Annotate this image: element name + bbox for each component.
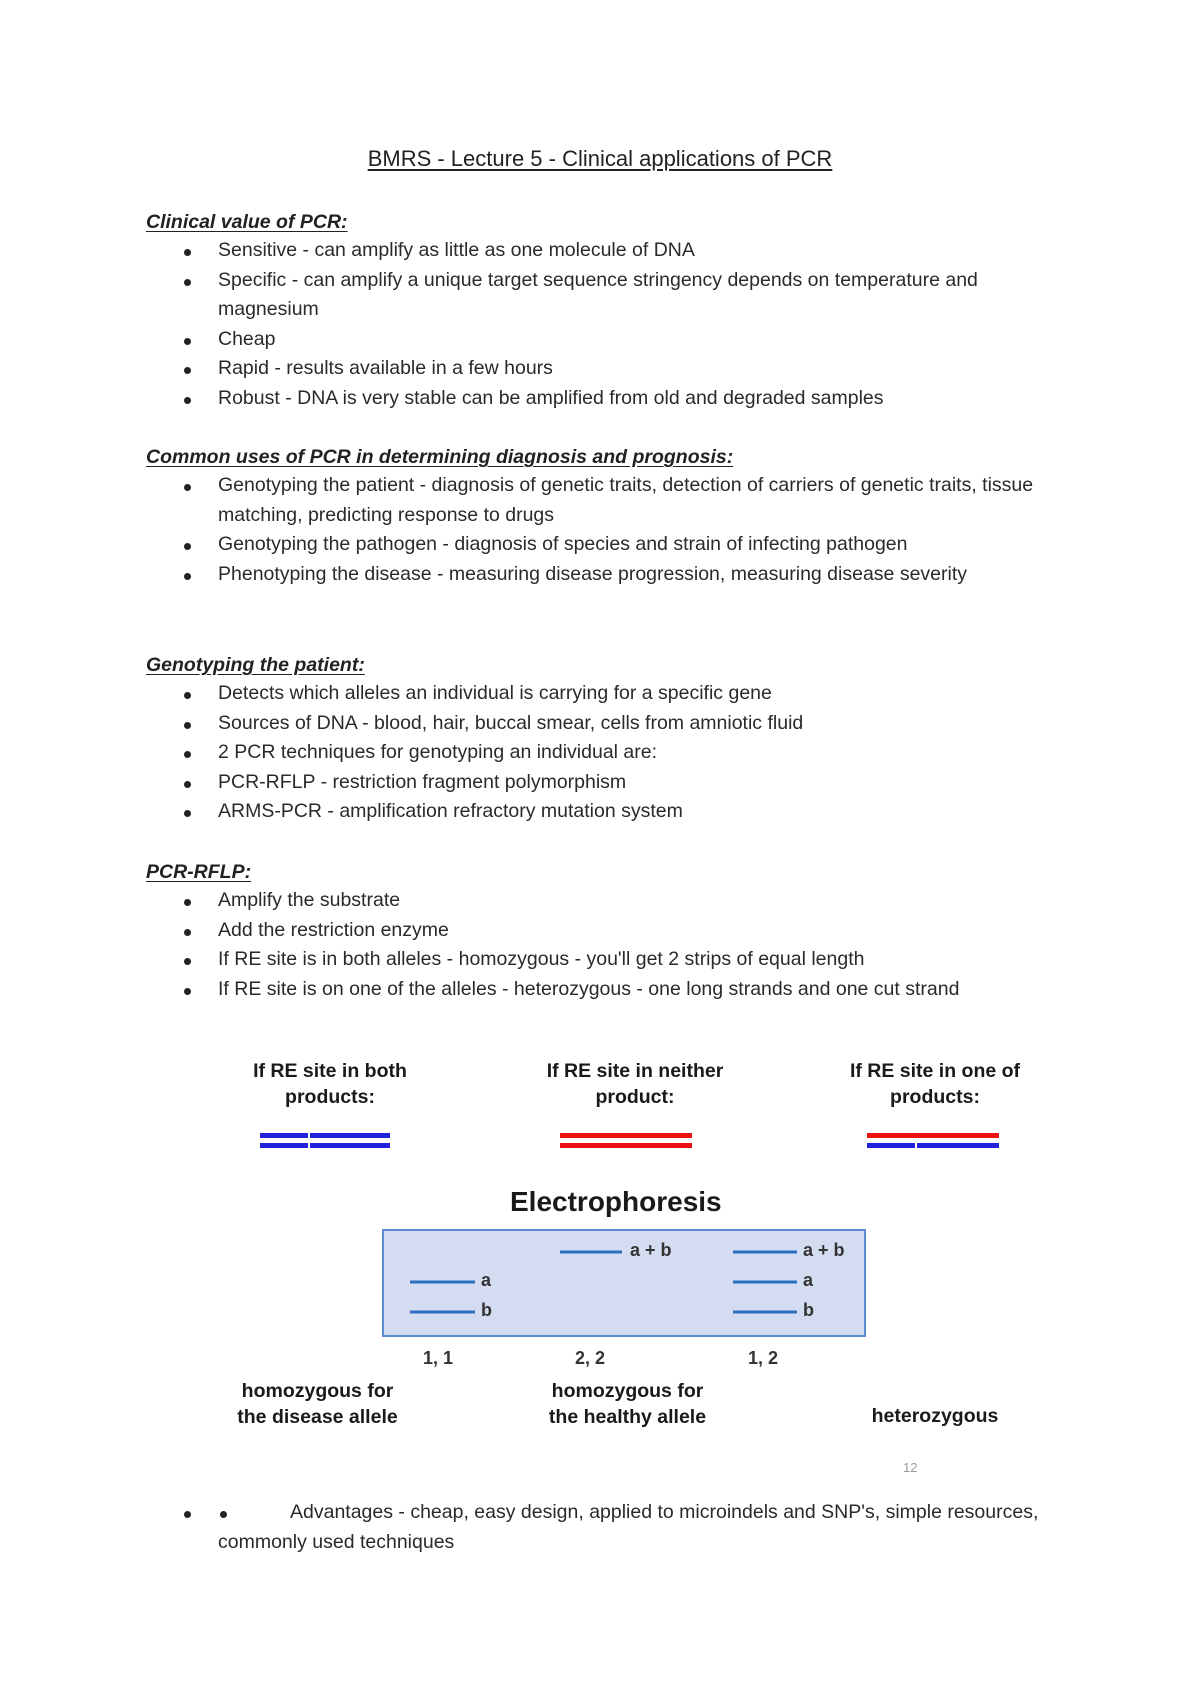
lane-label: 1, 1 xyxy=(423,1348,454,1368)
lane-label: 1, 2 xyxy=(748,1348,779,1368)
strand-segment xyxy=(260,1133,308,1138)
band-label: a xyxy=(481,1270,492,1290)
caption-one: If RE site in one of products: xyxy=(849,1060,1021,1108)
list-item: Sensitive - can amplify as little as one molecule of DNA xyxy=(146,236,1066,266)
section-heading: Genotyping the patient: xyxy=(146,654,365,676)
strand-segment xyxy=(867,1143,915,1148)
strand-one-cut xyxy=(867,1133,999,1148)
list-item: Specific - can amplify a unique target sequence stringency depends on temperature and magnesium xyxy=(146,266,1066,325)
band-label: b xyxy=(481,1300,492,1320)
rflp-figure xyxy=(0,1040,1200,1475)
bullet-list xyxy=(146,679,1066,827)
list-item: Robust - DNA is very stable can be amplified from old and degraded samples xyxy=(146,384,1066,414)
band-label: b xyxy=(803,1300,814,1320)
bullet-list xyxy=(146,236,1066,413)
bullet-list xyxy=(146,886,1066,1004)
list-item: If RE site is in both alleles - homozygous - you'll get 2 strips of equal length xyxy=(146,945,1066,975)
strand-neither-cut xyxy=(560,1133,692,1148)
section-heading: Clinical value of PCR: xyxy=(146,211,348,233)
strand-segment xyxy=(867,1133,999,1138)
caption-both: If RE site in both products: xyxy=(253,1060,407,1108)
lane-label: 2, 2 xyxy=(575,1348,606,1368)
final-bullet xyxy=(146,1498,1066,1557)
list-item: Advantages - cheap, easy design, applied to microindels and SNP's, simple resources, commonly used techniques xyxy=(218,1501,1039,1553)
band-label: a + b xyxy=(630,1240,672,1260)
section-common-uses xyxy=(146,443,1066,589)
list-item: Genotyping the patient - diagnosis of genetic traits, detection of carriers of genetic traits, tissue matching, predicting response to drugs xyxy=(146,471,1066,530)
list-item: If RE site is on one of the alleles - heterozygous - one long strands and one cut strand xyxy=(146,975,1066,1005)
genotype-label: homozygous for the healthy allele xyxy=(548,1380,707,1428)
section-genotyping-patient xyxy=(146,651,1066,827)
strand-segment xyxy=(260,1143,308,1148)
list-item: Amplify the substrate xyxy=(146,886,1066,916)
list-item: Genotyping the pathogen - diagnosis of species and strain of infecting pathogen xyxy=(146,530,1066,560)
caption-neither: If RE site in neither product: xyxy=(546,1060,724,1108)
list-item: 2 PCR techniques for genotyping an individual are: xyxy=(146,738,1066,768)
section-heading: PCR-RFLP: xyxy=(146,861,252,883)
band-label: a xyxy=(803,1270,814,1290)
list-item: PCR-RFLP - restriction fragment polymorphism xyxy=(146,768,1066,798)
strand-segment xyxy=(917,1143,999,1148)
strand-segment xyxy=(560,1133,692,1138)
genotype-label: homozygous for the disease allele xyxy=(237,1380,398,1428)
strand-segment xyxy=(310,1143,390,1148)
list-item: ARMS-PCR - amplification refractory mutation system xyxy=(146,797,1066,827)
strand-segment xyxy=(310,1133,390,1138)
section-clinical-value xyxy=(146,208,1066,413)
page-title: BMRS - Lecture 5 - Clinical applications of PCR xyxy=(367,146,833,171)
page-number: 12 xyxy=(903,1460,918,1475)
list-item: Rapid - results available in a few hours xyxy=(146,354,1066,384)
strand-segment xyxy=(560,1143,692,1148)
list-item: Cheap xyxy=(146,325,1066,355)
list-item: Phenotyping the disease - measuring disease progression, measuring disease severity xyxy=(146,560,1066,590)
list-item: Add the restriction enzyme xyxy=(146,916,1066,946)
bullet-list xyxy=(146,471,1066,589)
section-pcr-rflp xyxy=(146,858,1066,1004)
strand-both-cut xyxy=(260,1133,390,1148)
list-item: Detects which alleles an individual is carrying for a specific gene xyxy=(146,679,1066,709)
list-item: Sources of DNA - blood, hair, buccal smear, cells from amniotic fluid xyxy=(146,709,1066,739)
section-heading: Common uses of PCR in determining diagnosis and prognosis: xyxy=(146,446,734,468)
genotype-label: heterozygous xyxy=(871,1405,999,1427)
band-label: a + b xyxy=(803,1240,845,1260)
figure-title: Electrophoresis xyxy=(510,1186,722,1217)
